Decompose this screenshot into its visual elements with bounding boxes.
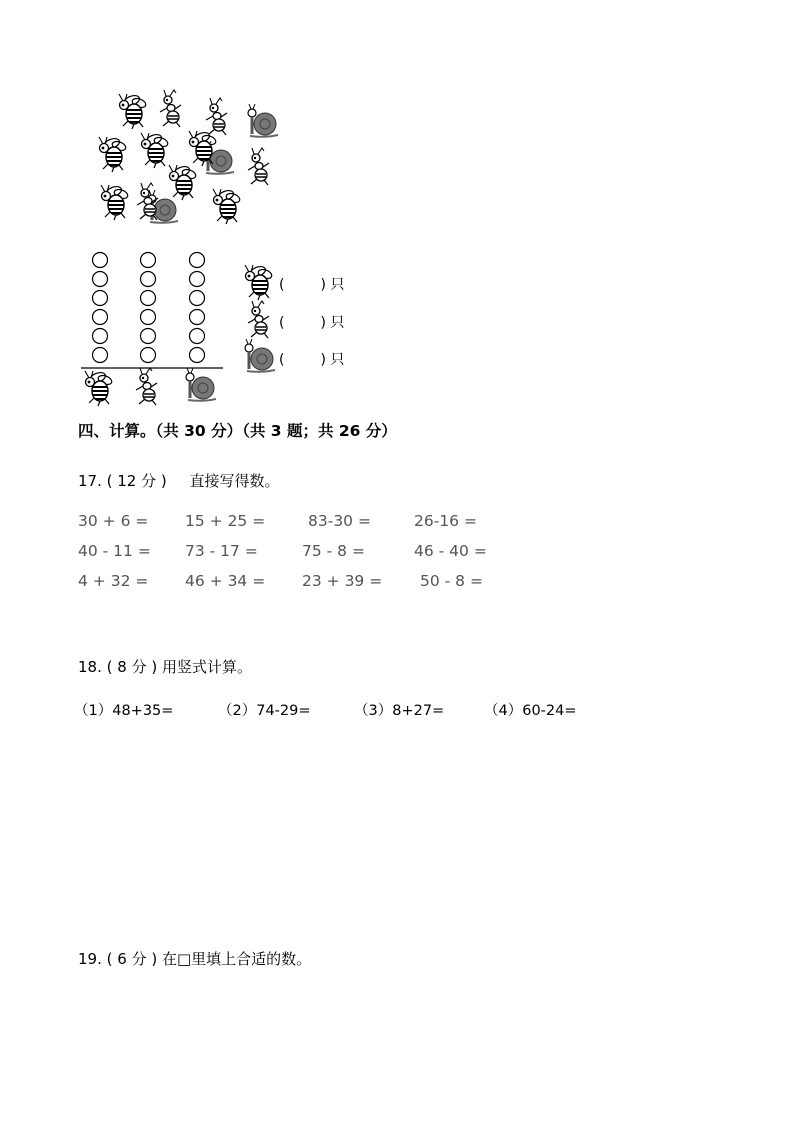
answer-icon-snail	[244, 341, 276, 373]
calc-item: 75 - 8 =	[302, 542, 365, 560]
answer-line-bee	[279, 274, 344, 294]
bee-icon	[169, 165, 197, 200]
snail-icon	[248, 104, 278, 138]
snail-icon	[186, 368, 216, 402]
close-paren: )	[320, 315, 326, 331]
close-paren: )	[320, 277, 326, 293]
question-instruction: 直接写得数。	[189, 472, 280, 490]
bee-icon	[85, 371, 113, 406]
question-number: 18.	[78, 658, 102, 676]
calc-item: 23 + 39 =	[302, 572, 383, 590]
ant-icon	[248, 301, 269, 338]
calc-item: 15 + 25 =	[185, 512, 266, 530]
question-instruction: 在□里填上合适的数。	[161, 950, 312, 968]
bee-icon	[141, 133, 169, 168]
answer-line-snail	[279, 349, 344, 369]
unit-label: 只	[330, 277, 345, 293]
vertical-calc-item: （2）74-29=	[218, 703, 311, 719]
answer-line-ant	[279, 312, 344, 332]
ant-icon	[206, 98, 227, 135]
answer-icon-ant	[244, 303, 274, 337]
question-instruction: 用竖式计算。	[161, 658, 252, 676]
unit-label: 只	[330, 352, 345, 368]
counting-chart	[78, 248, 228, 408]
unit-label: 只	[330, 315, 345, 331]
close-paren: )	[320, 352, 326, 368]
vertical-calc-item: （1）48+35=	[74, 703, 174, 719]
bee-icon	[213, 189, 241, 224]
section-heading: 四、计算。（共 30 分）（共 3 题；共 26 分）	[78, 422, 397, 440]
calc-item: 46 - 40 =	[414, 542, 487, 560]
open-paren: (	[279, 315, 285, 331]
calc-item: 73 - 17 =	[185, 542, 258, 560]
bee-icon	[99, 137, 127, 172]
bee-icon	[119, 94, 147, 129]
calc-item: 30 + 6 =	[78, 512, 149, 530]
question-score: ( 6 分 )	[106, 950, 158, 968]
calc-item: 40 - 11 =	[78, 542, 151, 560]
question-17-header	[78, 470, 280, 491]
circle-column-1	[93, 253, 108, 363]
open-paren: (	[279, 352, 285, 368]
calc-item: 26-16 =	[414, 512, 477, 530]
bee-icon	[101, 185, 129, 220]
calc-item: 83-30 =	[308, 512, 371, 530]
ant-icon	[136, 368, 157, 405]
question-number: 19.	[78, 950, 102, 968]
question-18-header	[78, 656, 252, 677]
snail-icon	[245, 339, 275, 373]
answer-icon-bee	[242, 266, 272, 298]
calc-item: 4 + 32 =	[78, 572, 149, 590]
question-number: 17.	[78, 472, 102, 490]
question-score: ( 8 分 )	[106, 658, 158, 676]
calc-item: 46 + 34 =	[185, 572, 266, 590]
vertical-calc-item: （3）8+27=	[354, 703, 445, 719]
vertical-calc-item: （4）60-24=	[484, 703, 577, 719]
bee-icon	[245, 265, 273, 300]
calc-item: 50 - 8 =	[420, 572, 483, 590]
circle-column-2	[141, 253, 156, 363]
question-19-header	[78, 948, 311, 969]
ant-icon	[160, 90, 181, 127]
ant-icon	[248, 148, 269, 185]
circle-column-3	[190, 253, 205, 363]
question-score: ( 12 分 )	[106, 472, 167, 490]
open-paren: (	[279, 277, 285, 293]
animal-picture	[92, 88, 292, 228]
